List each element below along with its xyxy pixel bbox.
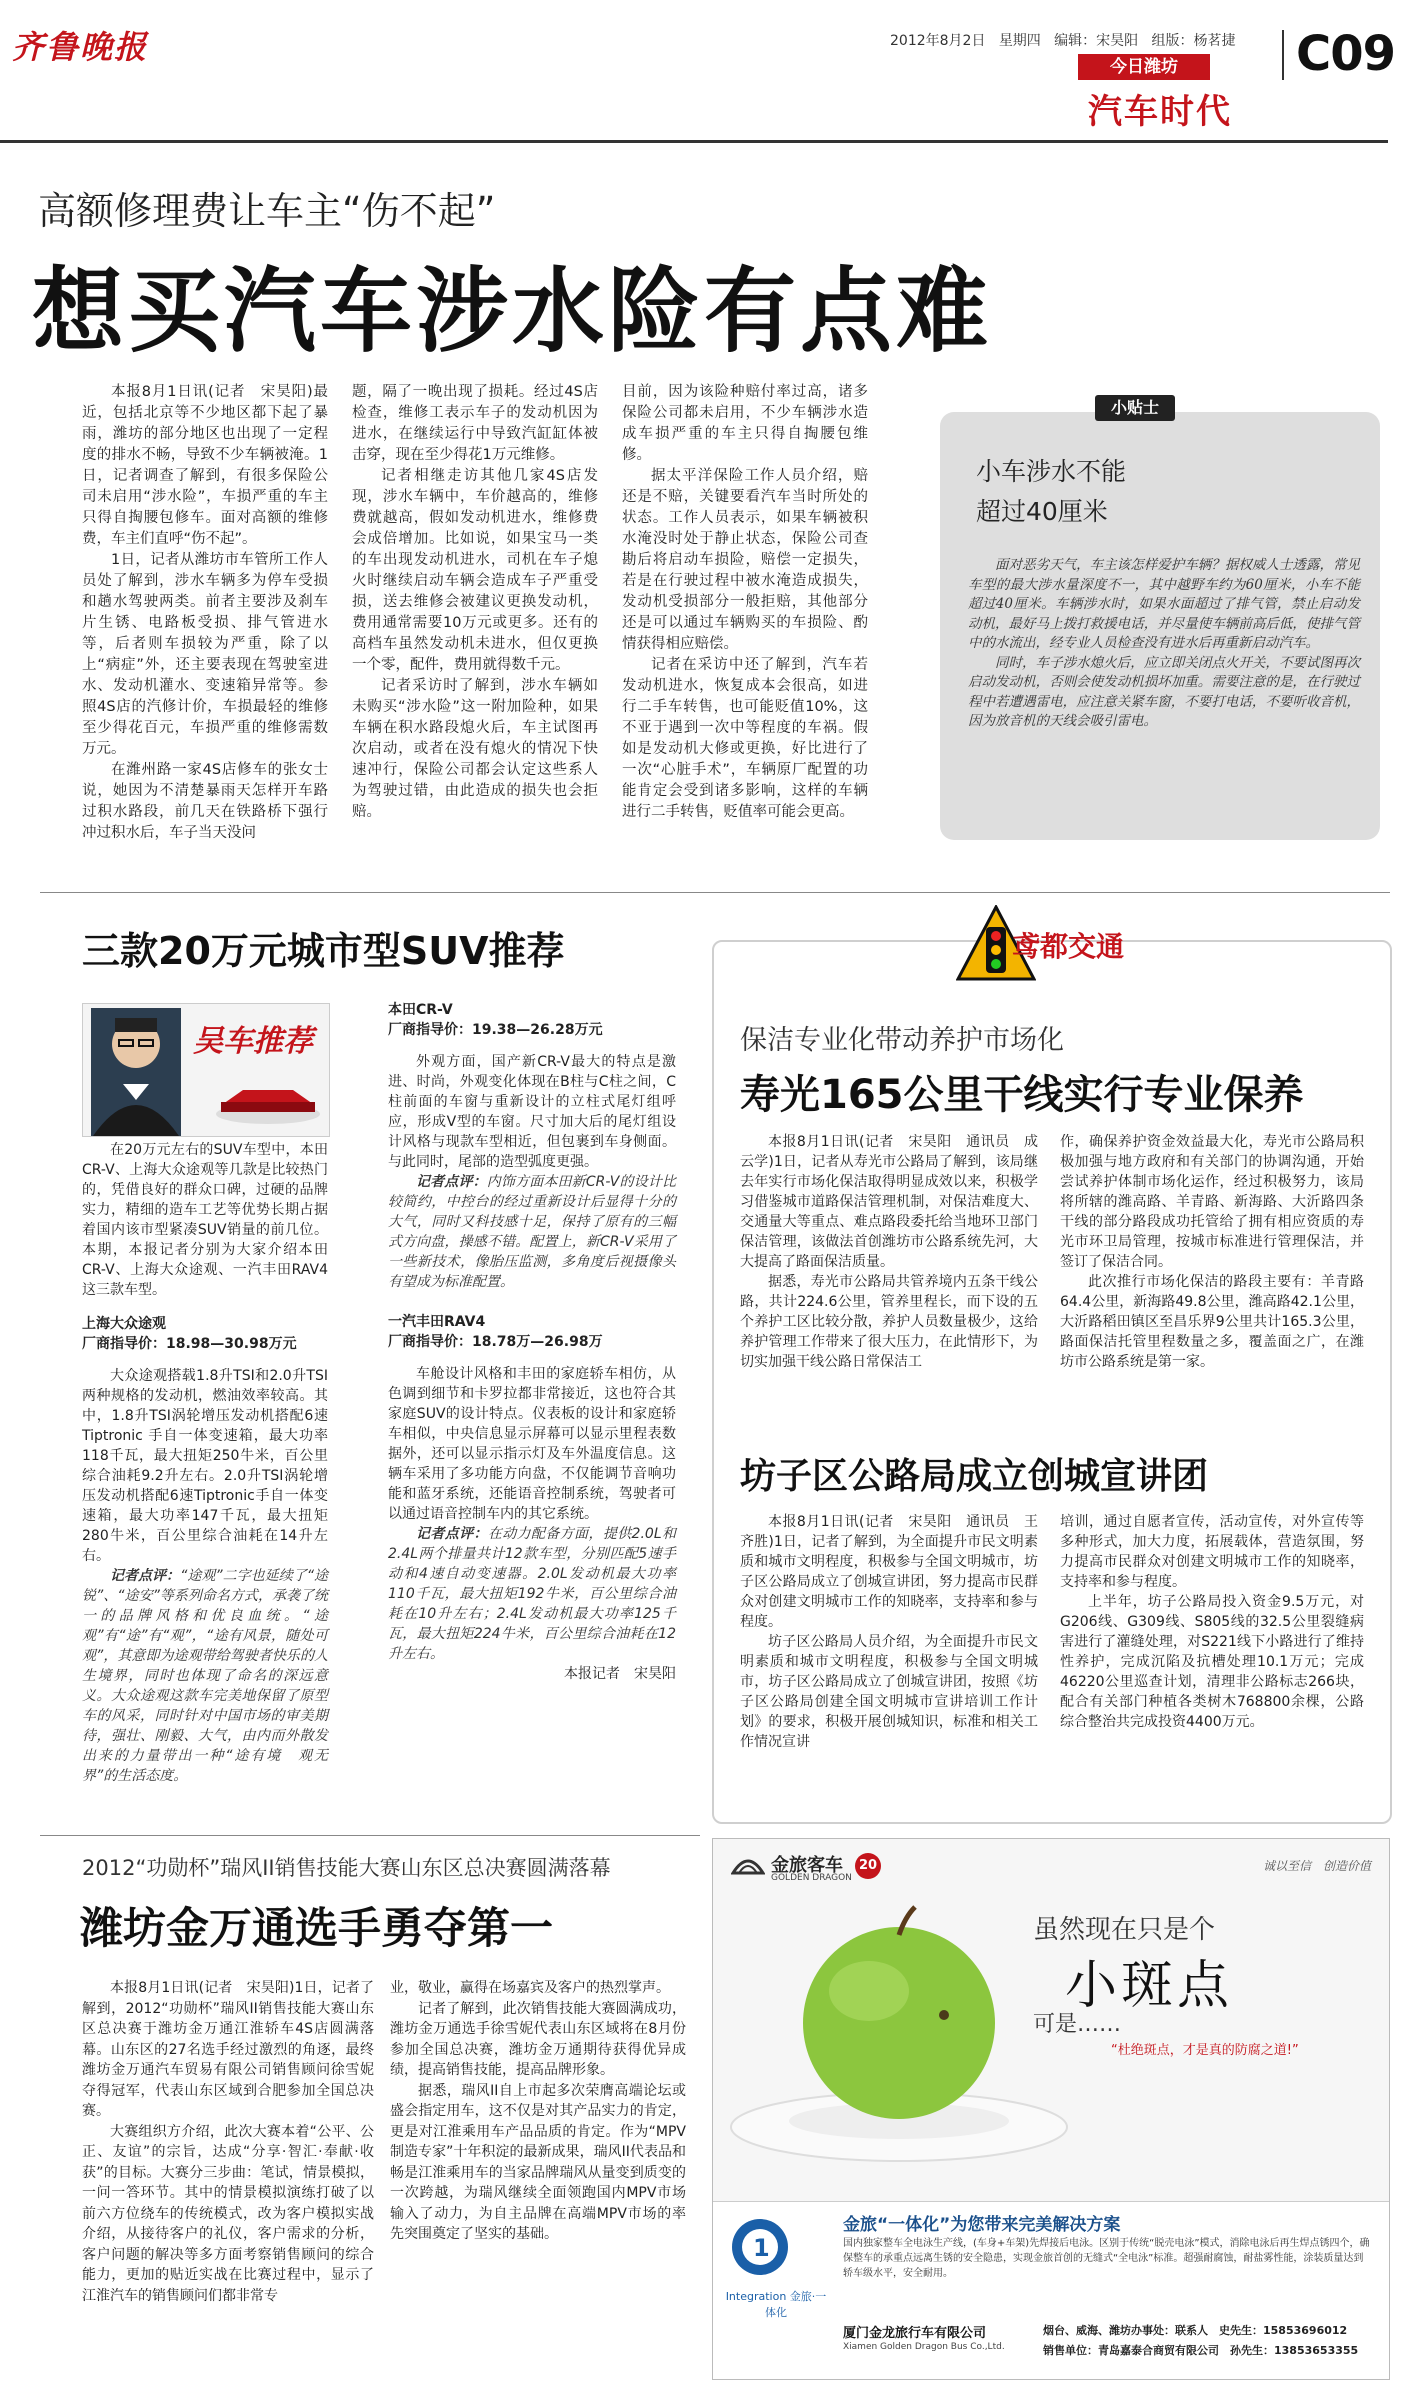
article5-col2 bbox=[390, 1978, 686, 2245]
company-name: 厦门金龙旅行车有限公司 bbox=[843, 2326, 987, 2341]
paragraph: 作，确保养护资金效益最大化，寿光市公路局积极加强与地方政府和有关部门的协调沟通，开始尝试养护体制市场化运作，经过积极努力，该局将所辖的潍高路、羊青路、新海路、大沂路四条干线的部分路段成功托管给了拥有相应资质的寿光市环卫局管理，按城市标准进行管理保洁，并签订了保洁合同。 bbox=[1060, 1134, 1364, 1270]
integration-text: 国内独家整车全电泳生产线，(车身+车架)先焊接后电泳。区别于传统“脱壳电泳”模式，消除电泳后再生焊点锈四个，确保整车的承重点远离生锈的安全隐患，实现金旅首创的无缝式“全电泳”标准。超强耐腐蚀，耐盐雾性能，涂装质量达到轿车级水平，安全耐用。 bbox=[843, 2238, 1370, 2279]
integration-logo-icon bbox=[729, 2216, 791, 2278]
paragraph: 上半年，坊子公路局投入资金9.5万元，对G206线、G309线、S805线的32.5公里裂缝病害进行了灌缝处理，对S221线下小路进行了维持性养护，完成沉陷及抗槽处理10.1万元；完成46220公里巡查计划，清理非公路标志266块，配合有关部门种植各类树木768800余棵，公路综合整治共完成投资4400万元。 bbox=[1060, 1594, 1364, 1730]
article2-col2 bbox=[388, 1000, 676, 1684]
paragraph: 在20万元左右的SUV车型中，本田CR-V、上海大众途观等几款是比较热门的，凭借良好的群众口碑，过硬的品牌实力，精细的造车工艺等优势长期占据着国内该市型紧凑SUV销量的前几位。本期，本报记者分别为大家介绍本田CR-V、上海大众途观、一汽丰田RAV4这三款车型。 bbox=[82, 1142, 328, 1298]
paragraph: 大众途观搭载1.8升TSI和2.0升TSI两种规格的发动机，燃油效率较高。其中，1.8升TSI涡轮增压发动机搭配6速Tiptronic 手自一体变速箱，最大功率118千瓦，最大扭矩250牛米，百公里综合油耗9.2升左右。2.0升TSI涡轮增压发动机搭配6速Tiptronic手自一体变速箱，最大功率147千瓦，最大扭矩280牛米，百公里综合油耗在14升左右。 bbox=[82, 1368, 328, 1564]
article4-col2 bbox=[1060, 1512, 1364, 1732]
section-tag: 今日潍坊 bbox=[1078, 54, 1210, 80]
car3-comment-label: 记者点评： bbox=[416, 1526, 488, 1542]
tips-title bbox=[976, 452, 1126, 532]
paragraph: 记者相继走访其他几家4S店发现，涉水车辆中，车价越高的，维修费就越高，假如发动机进水，维修费会成倍增加。比如说，如果宝马一类的车出现发动机进水，司机在车子熄火时继续启动车辆会造成车子严重受损，送去维修会被建议更换发动机，费用通常需要10万元或更多。还有的高档车虽然发动机未进水，但仅更换一个零，配件，费用就得数千元。 bbox=[352, 468, 598, 673]
paragraph: 记者了解到，此次销售技能大赛圆满成功，潍坊金万通选手徐雪妮代表山东区域将在8月份参加全国总决赛，潍坊金万通期待获得优异成绩，提高销售技能，提高品牌形象。 bbox=[390, 2000, 686, 2078]
newspaper-logo: 齐鲁晚报 bbox=[12, 28, 149, 66]
paragraph: 培训，通过自愿者宣传，活动宣传，对外宣传等多种形式，加大力度，拓展载体，营造氛围，努力提高市民群众对创建文明城市工作的知晓率，支持率和参与程度。 bbox=[1060, 1514, 1364, 1590]
car2-comment: 内饰方面本田新CR-V的设计比较简约，中控台的经过重新设计后显得十分的大气，同时又科技感十足，保持了原有的三幅式方向盘，操感不错。配置上，新CR-V采用了一些新技术，像胎压监测，多角度后视摄像头有望成为标准配置。 bbox=[388, 1174, 676, 1290]
car1-price: 厂商指导价：18.98—30.98万元 bbox=[82, 1336, 297, 1352]
section-rule bbox=[40, 1835, 700, 1836]
section-name: 汽车时代 bbox=[1088, 92, 1232, 132]
paragraph: 本报8月1日讯(记者 宋昊阳 通讯员 王齐胜)1日，记者了解到，为全面提升市民文明素质和城市文明程度，积极参与全国文明城市，坊子区公路局成立了创城宣讲团，努力提高市民群众对创建文明城市工作的知晓率，支持率和参与程度。 bbox=[740, 1514, 1038, 1630]
car3-comment: 在动力配备方面，提供2.0L和2.4L两个排量共计12款车型，分别匹配5速手动和4速自动变速器。2.0L发动机最大功率110千瓦，最大扭矩192牛米，百公里综合油耗在10升左右；2.4L发动机最大功率125千瓦，最大扭矩224牛米，百公里综合油耗在12升左右。 bbox=[388, 1526, 676, 1662]
section-rule bbox=[40, 892, 1390, 893]
car2-comment-label: 记者点评： bbox=[416, 1174, 487, 1190]
ad-slogan: 诚以至信 创造价值 bbox=[1262, 1859, 1371, 1873]
car2-price: 厂商指导价：19.38—26.28万元 bbox=[388, 1022, 603, 1038]
traffic-headline: 寿光165公里干线实行专业保养 bbox=[740, 1072, 1304, 1118]
car3-price: 厂商指导价：18.78万—26.98万 bbox=[388, 1334, 603, 1350]
byline: 本报记者 宋昊阳 bbox=[564, 1666, 676, 1682]
tips-title-line2: 超过40厘米 bbox=[976, 497, 1108, 526]
page-number: C09 bbox=[1296, 26, 1396, 82]
date: 2012年8月2日 bbox=[890, 33, 986, 49]
article5-col1 bbox=[82, 1978, 374, 2306]
paragraph: 记者采访时了解到，涉水车辆如未购买“涉水险”这一附加险种，如果车辆在积水路段熄火后，车主试图再次启动，或者在没有熄火的情况下快速冲行，保险公司都会认定这些系人为驾驶过错，由此造成的损失也会拒赔。 bbox=[352, 678, 598, 820]
article1-kicker: 高额修理费让车主“伤不起” bbox=[38, 189, 496, 233]
paragraph: 本报8月1日讯(记者 宋昊阳 通讯员 成云学)1日，记者从寿光市公路局了解到，该局继去年实行市场化保洁取得明显成效以来，积极学习借鉴城市道路保洁管理机制，对保洁难度大、交通量大等重点、难点路段委托给当地环卫部门保洁管理，该做法首创潍坊市公路系统先河，大大提高了路面保洁质量。 bbox=[740, 1134, 1038, 1270]
weekday: 星期四 bbox=[998, 33, 1041, 49]
paragraph: 同时，车子涉水熄火后，应立即关闭点火开关，不要试图再次启动发动机，否则会使发动机损坏加重。需要注意的是，在行驶过程中若遭遇雷电，应注意关紧车窗，不要打电话，不要听收音机，因为放音机的天线会吸引雷电。 bbox=[968, 654, 1360, 729]
car1-name: 上海大众途观 bbox=[82, 1316, 166, 1332]
paragraph: 外观方面，国产新CR-V最大的特点是激进、时尚，外观变化体现在B柱与C柱之间，C柱前面的车窗与重新设计的立柱式尾灯组呼应，形成V型的车窗。尺寸加大后的尾灯组设计风格与现款车型相近，但包裹到车身侧面。与此同时，尾部的造型弧度更强。 bbox=[388, 1054, 676, 1170]
tips-body bbox=[968, 556, 1360, 732]
paragraph: 大赛组织方介绍，此次大赛本着“公平、公正、友谊”的宗旨，达成“分享·智汇·奉献·收获”的目标。大赛分三步曲：笔试，情景模拟，一问一答环节。其中的情景模拟演练打破了以前六方位绕车的传统模式，改为客户模拟实战介绍，从接待客户的礼仪，客户需求的分析，客户问题的解决等多方面考察销售顾问的综合能力，更加的贴近实战在比赛过程中，显示了江淮汽车的销售顾问们都非常专 bbox=[82, 2123, 374, 2304]
paragraph: 此次推行市场化保洁的路段主要有：羊青路64.4公里，新海路49.8公里，潍高路42.1公里，大沂路稻田镇区至昌乐界9公里共计165.3公里，路面保洁托管里程数量之多，覆盖面之广，在潍坊市公路系统是第一家。 bbox=[1060, 1274, 1364, 1370]
anniversary-badge: 20 bbox=[855, 1853, 881, 1879]
car1-comment: “途观”二字也延续了“途锐”、“途安”等系列命名方式，承袭了统一的品牌风格和优良血统。“途观”有“途”有“观”，“途有风景，随处可观”，其意即为途观带给驾驶者快乐的人生境界，同时也体现了命名的深远意义。大众途观这款车完美地保留了原型车的风采，同时针对中国市场的审美期待，强壮、刚毅、大气，由内而外散发出来的力量带出一种“途有境 观无界”的生活态度。 bbox=[82, 1568, 328, 1784]
car2-name: 本田CR-V bbox=[388, 1002, 453, 1018]
paragraph: 记者在采访中还了解到，汽车若发动机进水，恢复成本会很高，如进行二手车转售，也可能贬值10%，这不亚于遇到一次中等程度的车祸。假如是发动机大修或更换，好比进行了一次“心脏手术”，车辆原厂配置的功能肯定会受到诸多影响，这样的车辆进行二手转售，贬值率可能会更高。 bbox=[622, 657, 868, 820]
paragraph: 本报8月1日讯(记者 宋昊阳)最近，包括北京等不少地区都下起了暴雨，潍坊的部分地区也出现了一定程度的排水不畅，导致不少车辆被淹。1日，记者调查了解到，有很多保险公司未启用“涉水险”，车损严重的车主只得自掏腰包修车。面对高额的维修费，车主们直呼“伤不起”。 bbox=[82, 384, 328, 547]
contact-1: 烟台、威海、潍坊办事处：联系人 史先生：15853696012 bbox=[1043, 2324, 1348, 2337]
article1-col1 bbox=[82, 382, 328, 844]
car1-comment-label: 记者点评： bbox=[110, 1568, 181, 1584]
column-photo bbox=[82, 1003, 330, 1137]
paragraph: 业，敬业，赢得在场嘉宾及客户的热烈掌声。 bbox=[390, 1980, 670, 1996]
article5-headline: 潍坊金万通选手勇夺第一 bbox=[80, 1904, 553, 1954]
traffic-col2 bbox=[1060, 1132, 1364, 1372]
svg-text:1: 1 bbox=[753, 2234, 770, 2262]
traffic-logo bbox=[956, 905, 1126, 987]
integration-badge: Integration 金旅·一体化 bbox=[725, 2290, 827, 2319]
article5-kicker: 2012“功勋杯”瑞风II销售技能大赛山东区总决赛圆满落幕 bbox=[82, 1856, 611, 1880]
tips-badge: 小贴士 bbox=[1095, 395, 1175, 421]
advertisement[interactable] bbox=[712, 1838, 1390, 2380]
paragraph: 据悉，寿光市公路局共管养境内五条干线公路，共计224.6公里，管养里程长，而下设的五个养护工区比较分散，养护人员数量极少，这给养护管理工作带来了很大压力，在此情形下，为切实加强干线公路日常保洁工 bbox=[740, 1274, 1038, 1370]
ad-headline-line2: 小斑点 bbox=[1065, 1956, 1234, 2016]
paragraph: 题，隔了一晚出现了损耗。经过4S店检查，维修工表示车子的发动机因为进水，在继续运行中导致汽缸缸体被击穿，现在至少得花1万元维修。 bbox=[352, 384, 598, 463]
article1-col3 bbox=[622, 382, 868, 823]
tips-title-line1: 小车涉水不能 bbox=[976, 457, 1127, 486]
article4-col1 bbox=[740, 1512, 1038, 1752]
article2-col1 bbox=[82, 1140, 328, 1786]
issue-date bbox=[890, 30, 1236, 50]
paragraph: 目前，因为该险种赔付率过高，诸多保险公司都未启用，不少车辆涉水造成车损严重的车主只得自掏腰包维修。 bbox=[622, 384, 868, 463]
paragraph: 面对恶劣天气，车主该怎样爱护车辆？据权威人士透露，常见车型的最大涉水量深度不一，其中越野车约为60厘米，小车不能超过40厘米。车辆涉水时，如果水面超过了排气管，禁止启动发动机，最好马上拨打救援电话，并尽量使车辆前高后低，使排气管中的水流出，经专业人员检查没有进水后再重新启动汽车。 bbox=[968, 557, 1360, 651]
contact-2: 销售单位：青岛嘉泰合商贸有限公司 孙先生：13853653355 bbox=[1043, 2344, 1359, 2357]
ad-headline-line4: “杜绝斑点，才是真的防腐之道!” bbox=[1111, 2043, 1299, 2058]
brand-name: 金旅客车 bbox=[771, 1855, 843, 1876]
paragraph: 1日，记者从潍坊市车管所工作人员处了解到，涉水车辆多为停车受损和趟水驾驶两类。前者主要涉及刹车片生锈、电路板受损、排气管进水等，后者则车损较为严重，除了以上“病症”外，还主要表现在驾驶室进水、发动机灌水、变速箱异常等。参照4S店的汽修计价，车损最轻的维修至少得花百元，车损严重的维修需数万元。 bbox=[82, 552, 328, 757]
masthead-divider bbox=[1282, 30, 1284, 80]
golden-dragon-logo-icon bbox=[731, 1853, 765, 1877]
traffic-logo-text: 鸢都交通 bbox=[1012, 930, 1125, 963]
integration-title: 金旅“一体化”为您带来完美解决方案 bbox=[843, 2215, 1121, 2235]
ad-headline-line3: 可是…… bbox=[1033, 2012, 1122, 2037]
article1-headline: 想买汽车涉水险有点难 bbox=[32, 258, 993, 365]
column-logo: 吴车推荐 bbox=[193, 1024, 313, 1059]
company-name-en: Xiamen Golden Dragon Bus Co.,Ltd. bbox=[843, 2342, 1005, 2352]
paragraph: 在潍州路一家4S店修车的张女士说，她因为不清楚暴雨天怎样开车路过积水路段，前几天在铁路桥下强行冲过积水后，车子当天没问 bbox=[82, 762, 328, 841]
paragraph: 坊子区公路局人员介绍，为全面提升市民文明素质和城市文明程度，积极参与全国文明城市，坊子区公路局成立了创城宣讲团，按照《坊子区公路局创建全国文明城市宣讲培训工作计划》的要求，积极开展创城知识，标准和相关工作情况宣讲 bbox=[740, 1634, 1038, 1750]
traffic-col1 bbox=[740, 1132, 1038, 1372]
car3-name: 一汽丰田RAV4 bbox=[388, 1314, 486, 1330]
integration-bar bbox=[713, 2201, 1389, 2380]
ad-headline-line1: 虽然现在只是个 bbox=[1033, 1915, 1216, 1945]
masthead-rule bbox=[0, 140, 1388, 143]
apple-on-plate-image bbox=[729, 1895, 1069, 2175]
paragraph: 本报8月1日讯(记者 宋昊阳)1日，记者了解到，2012“功勋杯”瑞风II销售技能大赛山东区总决赛于潍坊金万通江淮轿车4S店圆满落幕。山东区的27名选手经过激烈的角逐，最终潍坊金万通汽车贸易有限公司销售顾问徐雪妮夺得冠军，代表山东区域到合肥参加全国总决赛。 bbox=[82, 1980, 374, 2119]
paragraph: 据太平洋保险工作人员介绍，赔还是不赔，关键要看汽车当时所处的状态。工作人员表示，如果车辆被积水淹没时处于静止状态，保险公司查勘后将启动车损险，赔偿一定损失，若是在行驶过程中被水淹造成损失，发动机受损部分一般拒赔，其他部分还是可以通过车辆购买的车损险、酌情获得相应赔偿。 bbox=[622, 468, 868, 652]
traffic-kicker: 保洁专业化带动养护市场化 bbox=[740, 1025, 1064, 1056]
brand-name-en: GOLDEN DRAGON bbox=[771, 1873, 852, 1883]
article2-headline: 三款20万元城市型SUV推荐 bbox=[82, 929, 565, 973]
paragraph: 据悉，瑞风II自上市起多次荣膺高端论坛或盛会指定用车，这不仅是对其产品实力的肯定，更是对江淮乘用车产品品质的肯定。作为“MPV制造专家”十年积淀的最新成果，瑞风II代表品和畅是江淮乘用车的当家品牌瑞风从量变到质变的一次跨越，为瑞风继续全面领跑国内MPV市场输入了动力，为自主品牌在高端MPV市场的率先突围奠定了坚实的基础。 bbox=[390, 2082, 686, 2242]
paragraph: 车舱设计风格和丰田的家庭轿车相仿，从色调到细节和卡罗拉都非常接近，这也符合其家庭SUV的设计特点。仪表板的设计和家庭轿车相似，中央信息显示屏幕可以显示里程表数据外，还可以显示指示灯及车外温度信息。这辆车采用了多功能方向盘，不仅能调节音响功能和蓝牙系统，还能语音控制系统，驾驶者可以通过语音控制车内的其它系统。 bbox=[388, 1366, 676, 1522]
article4-headline: 坊子区公路局成立创城宣讲团 bbox=[740, 1456, 1209, 1497]
layout-editor: 组版：杨茗捷 bbox=[1151, 33, 1236, 49]
article1-col2 bbox=[352, 382, 598, 823]
editor: 编辑：宋昊阳 bbox=[1054, 33, 1139, 49]
